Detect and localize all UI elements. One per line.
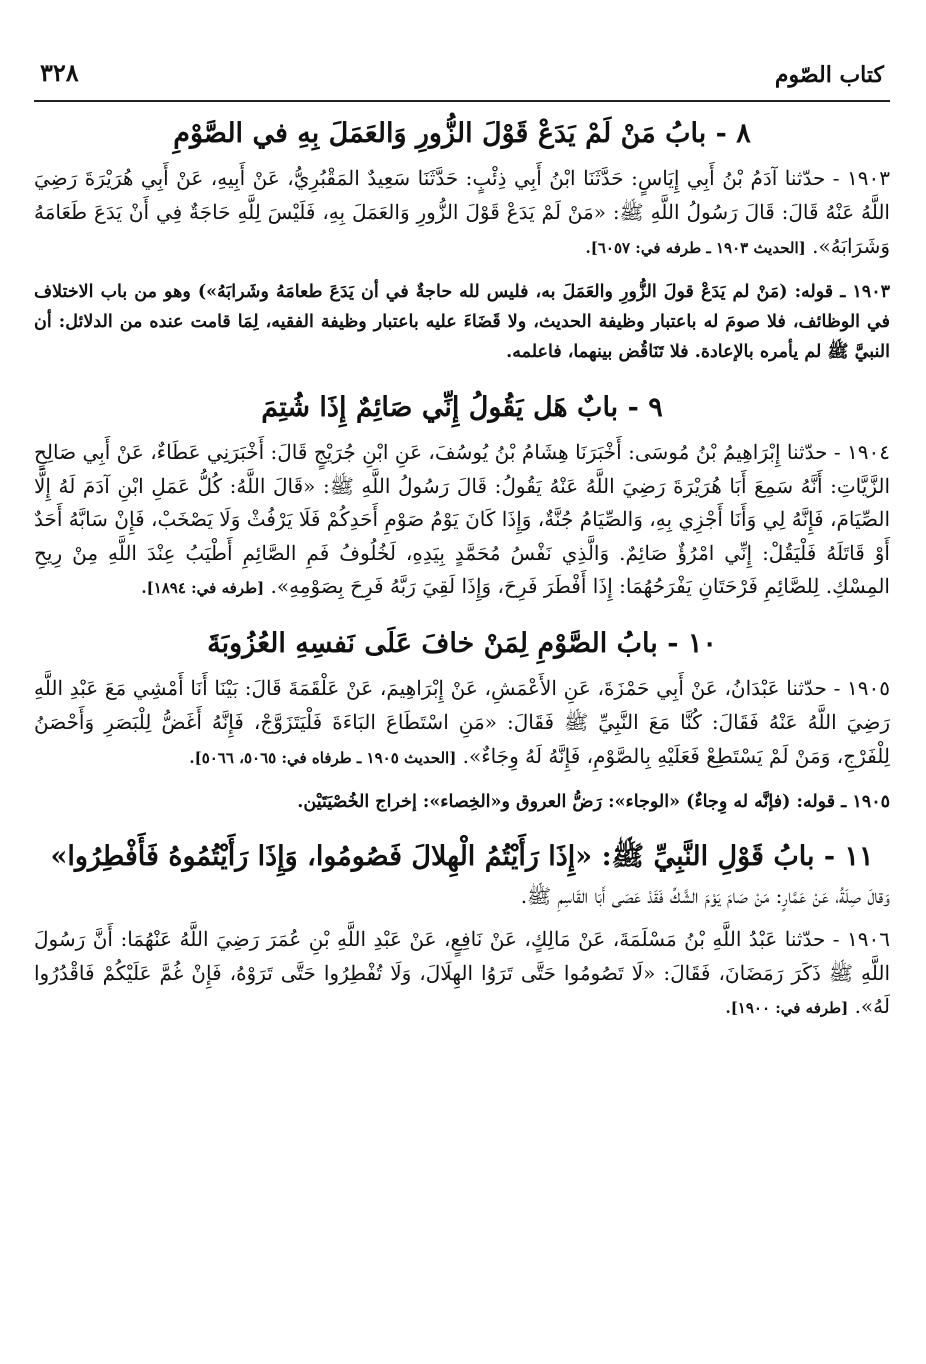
- page-header: [34, 52, 890, 102]
- page-number: ٣٢٨: [40, 58, 79, 87]
- hadith-reference: [طرفه في: ١٨٩٤].: [141, 579, 265, 598]
- hadith-text: ١٩٠٦ - حدّثنا عَبْدُ اللَّهِ بْنُ مَسْلَمَةَ، عَنْ مَالِكٍ، عَنْ نَافِعٍ، عَنْ عَبْدِ اللَّهِ بْنِ عُمَرَ رَضِيَ اللَّهُ عَنْهُمَا: أَنَّ رَسُولَ اللَّهِ ﷺ ذَكَرَ رَمَضَانَ، فَقَالَ: «لَا تَصُومُوا حَتَّى تَرَوُا الهِلَالَ، وَلَا تُفْطِرُوا حَتَّى تَرَوْهُ، فَإِنْ غُمَّ عَلَيْكُمْ فَاقْدُرُوا لَهُ».: [34, 927, 890, 1019]
- hadith-reference: [الحديث ١٩٠٥ ـ طرفاه في: ٥٠٦٥، ٥٠٦٦].: [189, 748, 457, 767]
- commentary-1903: ١٩٠٣ ـ قوله: (مَنْ لم يَدَعْ قولَ الزُّورِ والعَمَلَ به، فليس لله حاجةٌ في أن يَدَعَ طعامَهُ وشَرابَهُ») وهو من باب الاختلاف في الوظائف، فلا صومَ له باعتبار وظيفة الحديث، ولا قَضَاءَ عليه باعتبار وظيفة الفقيه، لِمَا قامت عنده من الدلائل: أن النبيَّ ﷺ لم يأمره بالإعادة. فلا تَنَاقُض بينهما، فاعلمه.: [34, 282, 890, 363]
- hadith-1906: [34, 923, 890, 1024]
- chapter-intro-11: وَقالَ صِلَةُ، عَنْ عَمَّارٍ: مَنْ صَامَ يَوْمَ الشَّكِّ فَقَدْ عَصَى أَبَا القَاسِمِ ﷺ.: [520, 883, 890, 908]
- chapter-heading-8: ٨ - بابُ مَنْ لَمْ يَدَعْ قَوْلَ الزُّورِ وَالعَمَلَ بِهِ في الصَّوْمِ: [173, 118, 751, 149]
- hadith-reference: [طرفه في: ١٩٠٠].: [725, 999, 849, 1018]
- commentary-1905: ١٩٠٥ ـ قوله: (فإنَّه له وِجاءٌ) «الوجاء»: رَضُّ العروق و«الخِصاء»: إخراج الخُصْيَتَيْن.: [297, 792, 890, 813]
- hadith-text: ١٩٠٣ - حدّثنا آدَمُ بْنُ أَبِي إِيَاسٍ: حَدَّثَنَا ابْنُ أَبِي ذِئْبٍ: حَدَّثَنَا سَعِيدٌ المَقْبُرِيُّ، عَنْ أَبِيهِ، عَنْ أَبِي هُرَيْرَةَ رَضِيَ اللَّهُ عَنْهُ قَالَ: قَالَ رَسُولُ اللَّهِ ﷺ: «مَنْ لَمْ يَدَعْ قَوْلَ الزُّورِ وَالعَمَلَ بِهِ، فَلَيْسَ لِلَّهِ حَاجَةٌ فِي أَنْ يَدَعَ طَعَامَهُ وَشَرَابَهُ».: [34, 166, 890, 258]
- chapter-heading-11: ١١ - بابُ قَوْلِ النَّبِيِّ ﷺ: «إِذَا رَأَيْتُمُ الْهِلالَ فَصُومُوا، وَإِذَا رَأَيْتُمُوهُ فَأَفْطِرُوا»: [50, 841, 874, 873]
- hadith-1904: [34, 436, 890, 604]
- chapter-heading-9: ٩ - بابٌ هَل يَقُولُ إِنِّي صَائِمٌ إِذَا شُتِمَ: [261, 391, 663, 423]
- hadith-1905: [34, 672, 890, 773]
- chapter-heading-10: ١٠ - بابُ الصَّوْمِ لِمَنْ خافَ عَلَى نَفسِهِ العُزُوبَةَ: [207, 627, 717, 659]
- hadith-1903: [34, 162, 890, 263]
- hadith-text: ١٩٠٥ - حدّثنا عَبْدَانُ، عَنْ أَبِي حَمْزَةَ، عَنِ الأَعْمَشِ، عَنْ إِبْرَاهِيمَ، عَنْ عَلْقَمَةَ قَالَ: بَيْنَا أَنَا أَمْشِي مَعَ عَبْدِ اللَّهِ رَضِيَ اللَّهُ عَنْهُ فَقَالَ: كُنَّا مَعَ النَّبِيِّ ﷺ فَقَالَ: «مَنِ اسْتَطَاعَ البَاءَةَ فَلْيَتَزَوَّجْ، فَإِنَّهُ أَغَضُّ لِلْبَصَرِ وَأَحْصَنُ لِلْفَرْجِ، وَمَنْ لَمْ يَسْتَطِعْ فَعَلَيْهِ بِالصَّوْمِ، فَإِنَّهُ لَهُ وِجَاءٌ».: [34, 676, 890, 768]
- hadith-reference: [الحديث ١٩٠٣ ـ طرفه في: ٦٠٥٧].: [585, 238, 806, 257]
- page-content: [34, 116, 890, 1024]
- book-title: كتاب الصّوم: [774, 62, 884, 88]
- hadith-text: ١٩٠٤ - حدّثنا إِبْرَاهِيمُ بْنُ مُوسَى: أَخْبَرَنَا هِشَامُ بْنُ يُوسُفَ، عَنِ ابْنِ جُرَيْجٍ قَالَ: أَخْبَرَنِي عَطَاءٌ، عَنْ أَبِي صَالِحٍ الزَّيَّاتِ: أَنَّهُ سَمِعَ أَبَا هُرَيْرَةَ رَضِيَ اللَّهُ عَنْهُ يَقُولُ: قَالَ رَسُولُ اللَّهِ ﷺ: «قَالَ اللَّهُ: كُلُّ عَمَلِ ابْنِ آدَمَ لَهُ إِلَّا الصِّيَامَ، فَإِنَّهُ لِي وَأَنَا أَجْزِي بِهِ، وَالصِّيَامُ جُنَّةٌ، وَإِذَا كَانَ يَوْمُ صَوْمِ أَحَدِكُمْ فَلَا يَرْفُثْ وَلَا يَصْخَبْ، فَإِنْ سَابَّهُ أَحَدٌ أَوْ قَاتَلَهُ فَلْيَقُلْ: إِنِّي امْرُؤٌ صَائِمٌ. وَالَّذِي نَفْسُ مُحَمَّدٍ بِيَدِهِ، لَخُلُوفُ فَمِ الصَّائِمِ أَطْيَبُ عِنْدَ اللَّهِ مِنْ رِيحِ المِسْكِ. لِلصَّائِمِ فَرْحَتَانِ يَفْرَحُهُمَا: إِذَا أَفْطَرَ فَرِحَ، وَإِذَا لَقِيَ رَبَّهُ فَرِحَ بِصَوْمِهِ».: [34, 439, 890, 599]
